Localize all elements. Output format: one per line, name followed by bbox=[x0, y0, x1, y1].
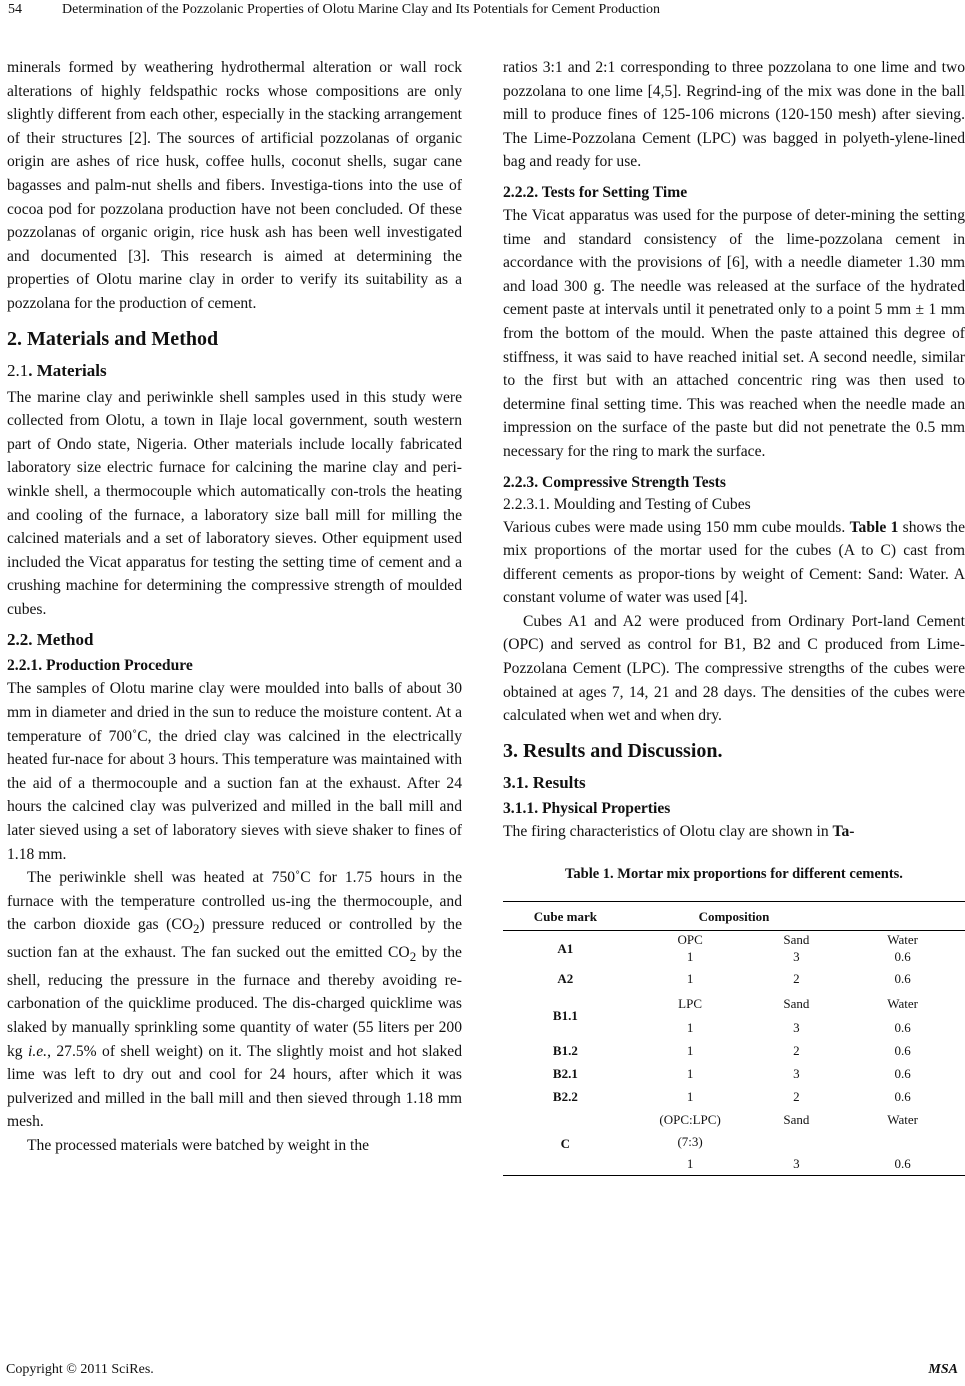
table-cell: 1 bbox=[686, 949, 694, 965]
table-cell: 2 bbox=[793, 1043, 800, 1059]
page-header bbox=[0, 0, 965, 24]
materials-paragraph: The marine clay and periwinkle shell samples used in this study were collected from Olotu, a town in Ilaje local government, south western part of Ondo state, Nigeria. Other materials include locally fabricated laboratory size electric furnace for calcining the marine clay and peri-winkle shell, a thermocouple which automatically con-trols the heating and cooling of the furnace, a laboratory size ball mill for milling the calcined materials and a set of laboratory sieves. Other equipment used included the Vicat apparatus for testing the setting time of cement and a crushing machine for determining the compressive strength of moulded cubes. bbox=[7, 388, 462, 618]
left-column bbox=[7, 56, 462, 1158]
text-run: by the shell, reducing the pressure in the furnace and thereby avoiding re-carbonation of the quicklime produced. The dis-charged quicklime was slaked by manually sprinkling some quantity of water (55 liters per 200 kg bbox=[7, 944, 462, 1060]
text-run: , 27.5% of shell weight) on it. The slightly moist and hot slaked lime was left to dry out and cool for 24 hours, after which it was pulverized and milled in the ball mill and then sieved through 1.18 mm mesh. bbox=[7, 1042, 462, 1131]
table-cell: B2.2 bbox=[552, 1089, 578, 1105]
table-cell: 3 bbox=[793, 1066, 800, 1082]
journal-abbreviation: MSA bbox=[928, 1362, 958, 1377]
table-row bbox=[503, 1085, 965, 1108]
page-number: 54 bbox=[8, 2, 22, 17]
running-title: Determination of the Pozzolanic Properties of Olotu Marine Clay and Its Potentials for Cement Production bbox=[62, 2, 660, 17]
table-cell: 1 bbox=[686, 970, 694, 986]
production-paragraph-3: The processed materials were batched by weight in the bbox=[27, 1136, 370, 1154]
table-cell: Water bbox=[887, 995, 918, 1011]
table-cell bbox=[503, 1152, 628, 1176]
table-cell bbox=[840, 1130, 965, 1152]
table-cell: 1 bbox=[686, 1043, 694, 1059]
table-cell: 0.6 bbox=[894, 1089, 911, 1105]
table-row bbox=[503, 1062, 965, 1085]
right-column bbox=[503, 56, 965, 1176]
physical-paragraph bbox=[503, 820, 965, 844]
italic-text: i.e. bbox=[28, 1042, 48, 1060]
table-row bbox=[503, 1039, 965, 1062]
table-row bbox=[503, 991, 965, 1015]
table-cell: 0.6 bbox=[894, 1066, 911, 1082]
table-cell: C bbox=[560, 1136, 571, 1152]
copyright-notice: Copyright © 2011 SciRes. bbox=[6, 1362, 154, 1377]
table-row bbox=[503, 965, 965, 991]
text-run: shows the mix proportions of the mortar used for the cubes (A to C) cast from different cements as propor-tions by weight of Cement: Sand: Water. A constant volume of water was used [4]. bbox=[503, 518, 965, 607]
table-cell: Water bbox=[887, 932, 918, 948]
table-cell: B2.1 bbox=[552, 1066, 578, 1082]
table-cell: 1 bbox=[628, 1152, 753, 1176]
table-cell: (OPC:LPC) bbox=[659, 1111, 721, 1127]
table-cell: 1 bbox=[686, 1019, 694, 1035]
intro-paragraph: minerals formed by weathering hydrothermal alteration or wall rock alterations of highly feldspathic rocks whose compositions are only slightly different from each other, especially in the stacking arrangement of their structures [2]. The sources of artificial pozzolanas of organic origin are ashes of rice husk, coffee hulls, coconut shells, sugar cane bagasses and palm-nut shells and fibers. Investiga-tions into the use of cocoa pod for pozzolana production have not been concluded. Of these pozzolanas of organic origin, rice husk ash has been well investigated and documented [3]. This research is aimed at determining the properties of Olotu marine clay in order to verify its suitability as a pozzolana for the production of cement. bbox=[7, 59, 462, 312]
table-cell: OPC bbox=[677, 932, 703, 948]
table-cell: 1 bbox=[686, 1089, 694, 1105]
table-cell: LPC bbox=[678, 995, 703, 1011]
table-cell: 0.6 bbox=[840, 1152, 965, 1176]
subsubsection-heading-setting-time: 2.2.2. Tests for Setting Time bbox=[503, 183, 688, 201]
table-header-cell bbox=[840, 901, 965, 931]
table-header-cell: Cube mark bbox=[503, 901, 628, 931]
table-cell: 3 bbox=[752, 1152, 840, 1176]
subsection-heading-method: 2.2. Method bbox=[7, 630, 94, 650]
table-cell: 3 bbox=[793, 1019, 800, 1035]
table-header-cell: Composition bbox=[628, 901, 841, 931]
table-header-row bbox=[503, 901, 965, 931]
table-cell: 0.6 bbox=[894, 1019, 911, 1035]
table-cell: Water bbox=[887, 1111, 918, 1127]
subscript: 2 bbox=[193, 921, 200, 937]
table-cell: B1.1 bbox=[552, 1007, 578, 1023]
table-cell: 0.6 bbox=[894, 949, 911, 965]
table-cell: 2 bbox=[793, 1089, 800, 1105]
table-cell: Sand bbox=[783, 1111, 810, 1127]
cubes-paragraph-2: Cubes A1 and A2 were produced from Ordinary Port-land Cement (OPC) and served as control for B1, B2 and C produced from Lime-Pozzolana Cement (LPC). The compressive strengths of the cubes were obtained at ages 7, 14, 21 and 28 days. The densities of the cubes were calculated when wet and when dry. bbox=[503, 612, 965, 725]
table-cell: A1 bbox=[557, 940, 574, 956]
table-cell bbox=[752, 1130, 840, 1152]
section-heading-results: 3. Results and Discussion. bbox=[503, 739, 723, 762]
subsection-heading-materials: 2.1. Materials bbox=[7, 360, 107, 380]
setting-time-paragraph: The Vicat apparatus was used for the purpose of deter-mining the setting time and standard consistency of the lime-pozzolana cement in accordance with the provisions of [6], with a needle diameter 1.30 mm and load 300 g. The needle was released at the surface of the hydrated cement paste at intervals until it penetrated only to a point 5 mm ± 1 mm from the bottom of the mould. When the paste attained this degree of stiffness, it was said to have reached initial set. A second needle, similar to the first but with an attached concentric ring was then used to determine final setting time. This was reached when the needle made an impression on the surface of the paste but did not penetrate the 0.5 mm necessary for the ring to mark the surface. bbox=[503, 206, 965, 460]
table-cell: A2 bbox=[557, 970, 574, 986]
text-run: The firing characteristics of Olotu clay are shown in bbox=[503, 822, 833, 840]
production-paragraph-2 bbox=[7, 866, 462, 1134]
table-cell: 2 bbox=[793, 970, 800, 986]
table-cell: B1.2 bbox=[552, 1043, 578, 1059]
table-row bbox=[503, 1152, 965, 1176]
table-cell: Sand bbox=[783, 995, 810, 1011]
text-run: ) pressure reduced or controlled by the suction fan at the exhaust. The fan sucked out the emitted CO bbox=[7, 916, 462, 962]
table-reference: Ta- bbox=[832, 822, 855, 840]
table-cell: 0.6 bbox=[894, 1043, 911, 1059]
table-cell: 0.6 bbox=[894, 970, 911, 986]
table-cell: 1 bbox=[686, 1066, 694, 1082]
subsection-heading-results: 3.1. Results bbox=[503, 772, 586, 792]
table-caption: Table 1. Mortar mix proportions for different cements. bbox=[565, 866, 903, 883]
subsubsection-heading-physical: 3.1.1. Physical Properties bbox=[503, 799, 671, 817]
text-run: The periwinkle shell was heated at 750˚C for 1.75 hours in the furnace with the temperature controlled us-ing the thermocouple, and the carbon dioxide gas (CO bbox=[7, 869, 462, 934]
continuation-paragraph: ratios 3:1 and 2:1 corresponding to three pozzolana to one lime and two pozzolana to one lime [4,5]. Regrind-ing of the mix was done in the ball mill to produce fines of 125-106 microns (120-150 mesh) after sieving. The Lime-Pozzolana Cement (LPC) was bagged in polyeth-ylene-lined bag and ready for use. bbox=[503, 59, 965, 171]
cubes-paragraph-1 bbox=[503, 516, 965, 610]
table-cell: Sand bbox=[783, 932, 810, 948]
table-row bbox=[503, 1108, 965, 1130]
mix-proportion-table bbox=[503, 901, 965, 1176]
table-row bbox=[503, 931, 965, 948]
table-cell: 3 bbox=[793, 949, 800, 965]
section-heading-materials-method: 2. Materials and Method bbox=[7, 327, 219, 350]
production-paragraph-1: The samples of Olotu marine clay were moulded into balls of about 30 mm in diameter and dried in the sun to reduce the moisture content. At a temperature of 700˚C, the dried clay was calcined in the electrically heated fur-nace for about 3 hours. This temperature was maintained with the aid of a thermocouple and a suction fan at the exhaust. After 24 hours the calcined clay was pulverized and milled in the ball mill and later sieved using a set of laboratory sieves with sieve shaker to fines of 1.18 mm. bbox=[7, 680, 462, 863]
table-reference: Table 1 bbox=[849, 518, 899, 536]
subsubsection-heading-compressive: 2.2.3. Compressive Strength Tests bbox=[503, 473, 726, 491]
subsection-title: Materials bbox=[36, 360, 107, 380]
subsection-number: 2.1 bbox=[7, 360, 29, 380]
subsubsection-heading-production: 2.2.1. Production Procedure bbox=[7, 657, 193, 675]
subscript: 2 bbox=[409, 949, 417, 965]
subsubsubsection-heading-cubes: 2.2.3.1. Moulding and Testing of Cubes bbox=[503, 495, 751, 513]
text-run: Various cubes were made using 150 mm cube moulds. bbox=[503, 518, 850, 536]
table-cell: (7:3) bbox=[677, 1133, 703, 1149]
